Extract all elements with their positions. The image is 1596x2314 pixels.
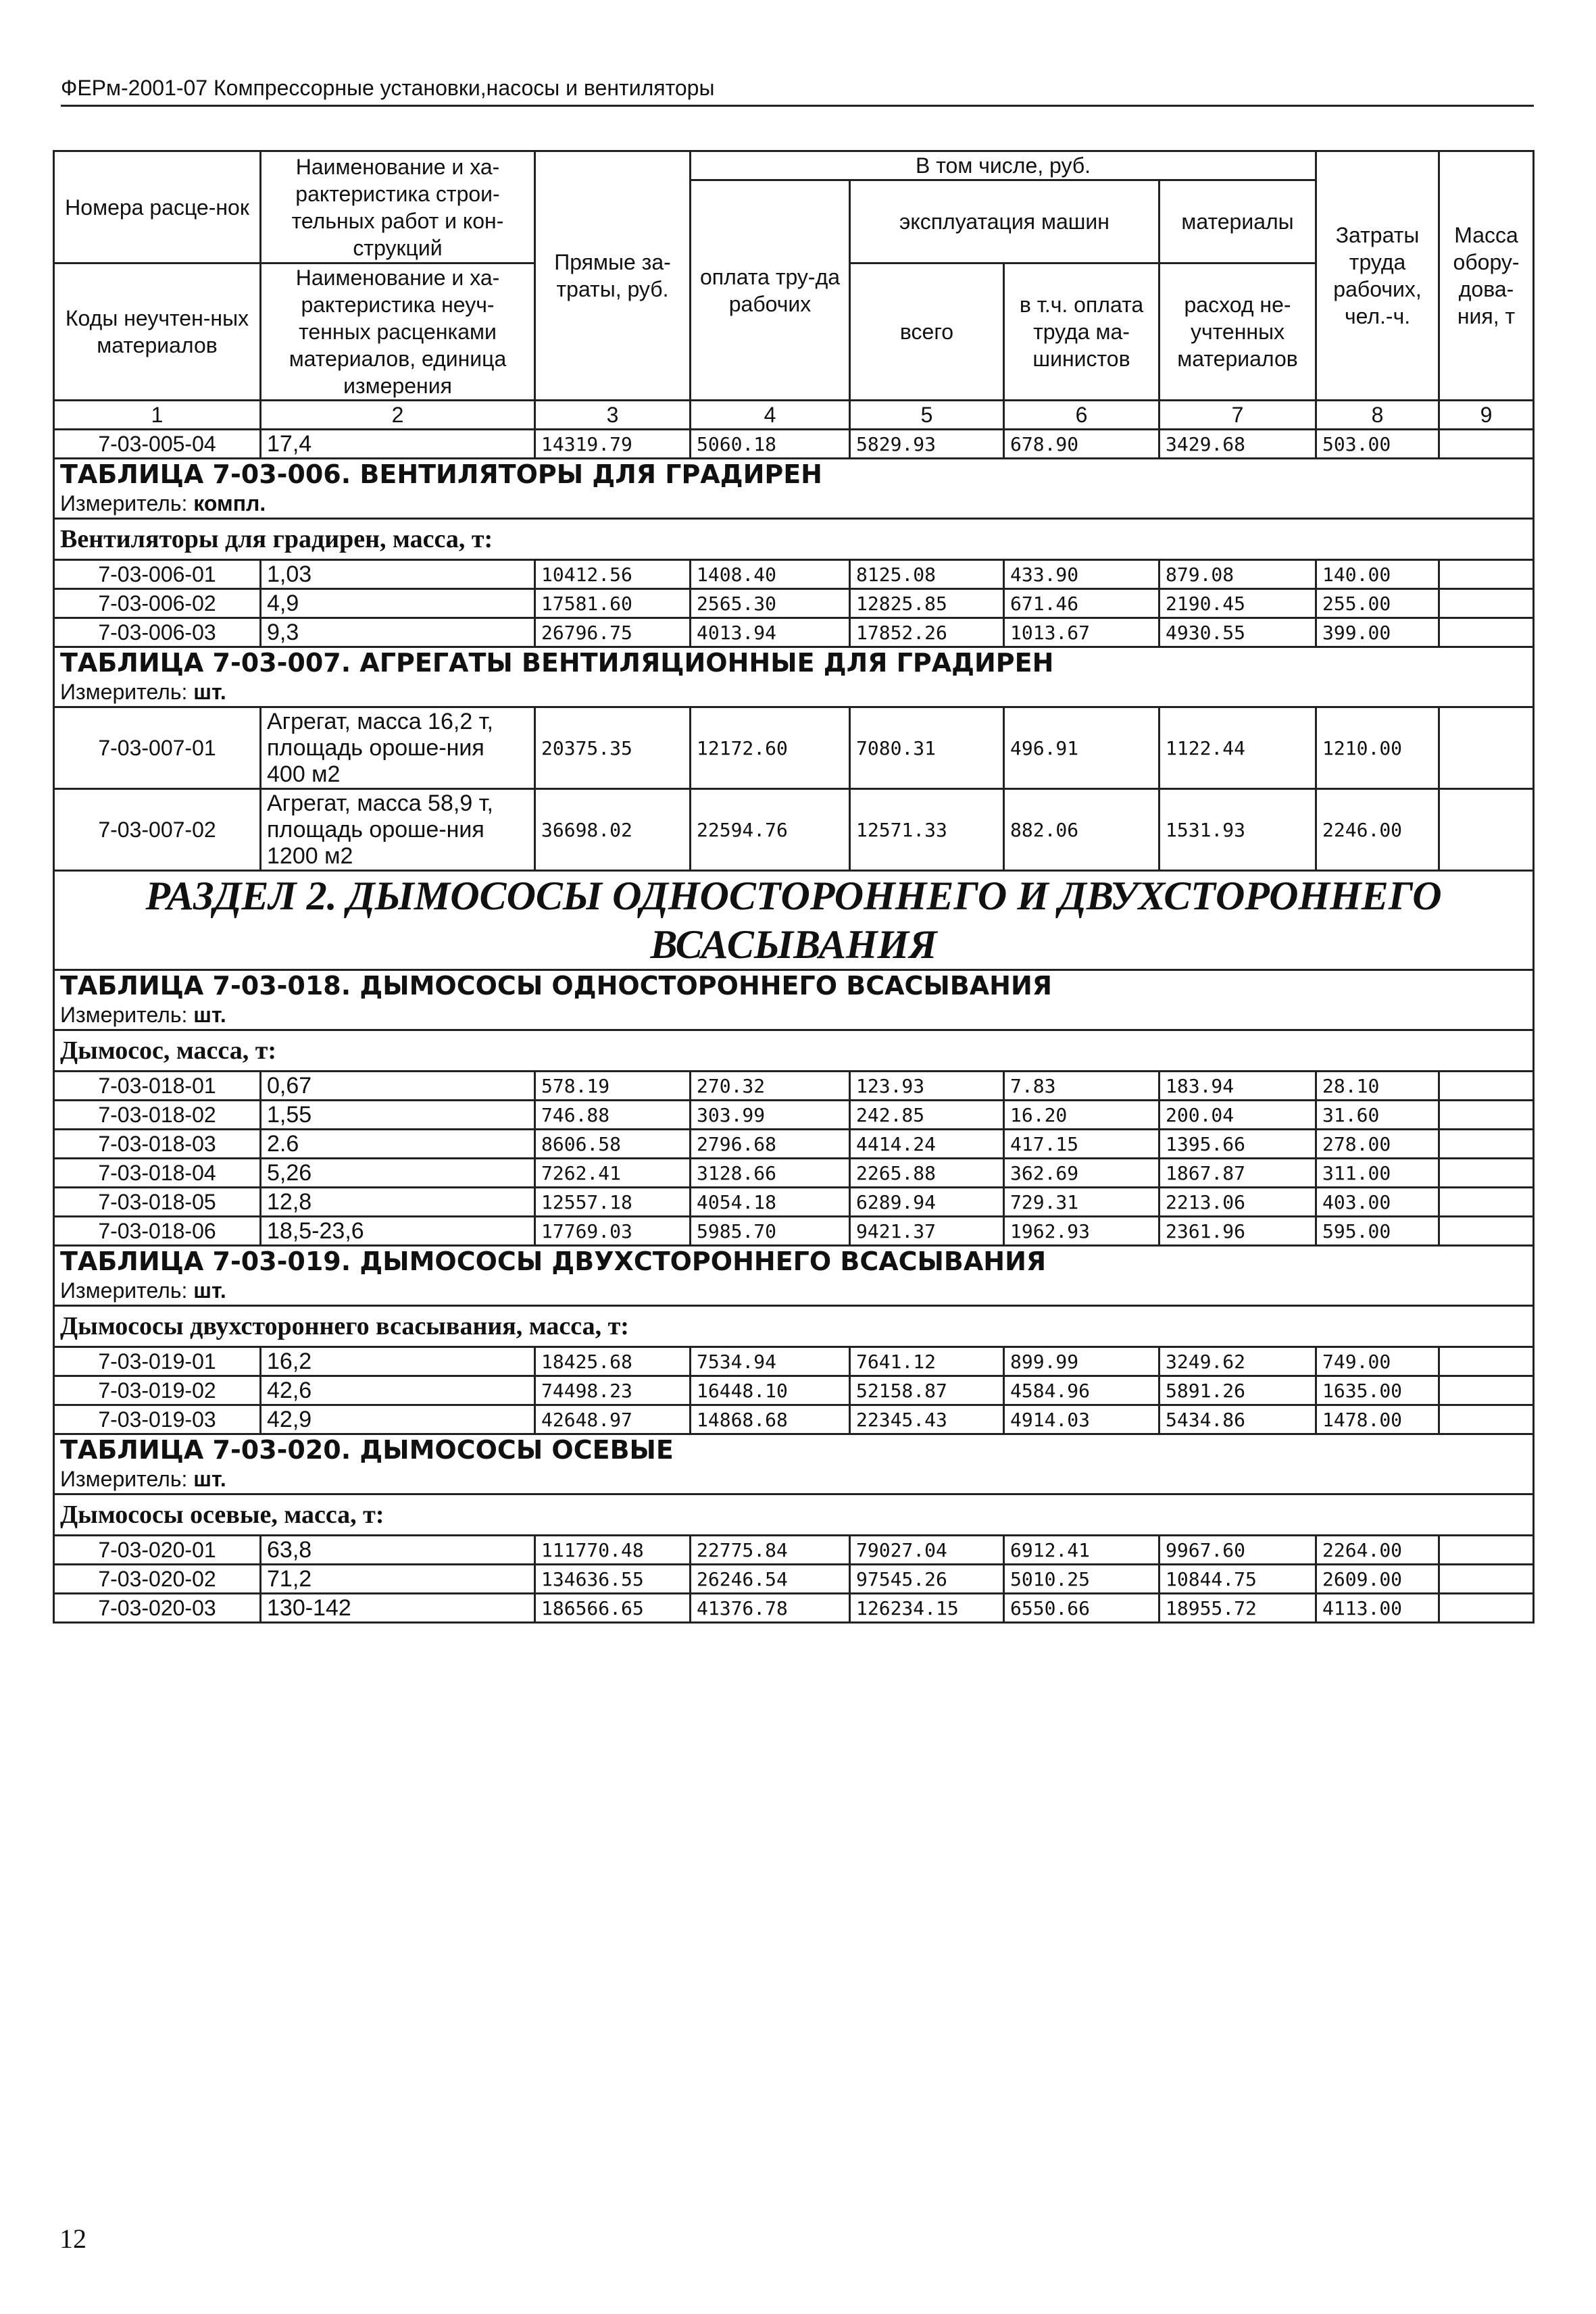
- direct-costs-cell: 42648.97: [535, 1405, 691, 1434]
- machinist-wages-cell: 496.91: [1004, 707, 1159, 789]
- rate-code: 7-03-006-03: [54, 618, 261, 647]
- mass-cell: [1439, 1159, 1534, 1188]
- rates-table: [53, 150, 1535, 1624]
- wages-cell: 303.99: [691, 1101, 850, 1130]
- table-row: [54, 589, 1534, 618]
- exploitation-cell: 9421.37: [850, 1217, 1004, 1246]
- direct-costs-cell: 578.19: [535, 1072, 691, 1101]
- unit-label: Измеритель:: [60, 491, 188, 515]
- exploitation-cell: 7080.31: [850, 707, 1004, 789]
- rate-code: 7-03-006-01: [54, 560, 261, 589]
- machinist-wages-cell: 729.31: [1004, 1188, 1159, 1217]
- table-title: ТАБЛИЦА 7-03-007. АГРЕГАТЫ ВЕНТИЛЯЦИОННЫЕ ДЛЯ ГРАДИРЕН: [54, 647, 1534, 678]
- mass-cell: [1439, 430, 1534, 459]
- group-heading: Дымососы двухстороннего всасывания, масса, т:: [54, 1306, 1534, 1347]
- rate-description: 4,9: [261, 589, 535, 618]
- table-row: [54, 707, 1534, 789]
- header-material-name: Наименование и ха-рактеристика неуч-тенных расценками материалов, единица измерения: [261, 263, 535, 401]
- labor-cell: 2264.00: [1316, 1536, 1439, 1565]
- table-row: [54, 1405, 1534, 1434]
- exploitation-cell: 12825.85: [850, 589, 1004, 618]
- table-title: ТАБЛИЦА 7-03-006. ВЕНТИЛЯТОРЫ ДЛЯ ГРАДИРЕН: [54, 459, 1534, 490]
- header-unaccounted-materials: расход не-учтенных материалов: [1159, 263, 1316, 401]
- table-row: [54, 1101, 1534, 1130]
- table-unit: [54, 1001, 1534, 1030]
- machinist-wages-cell: 899.99: [1004, 1347, 1159, 1376]
- rate-description: 42,9: [261, 1405, 535, 1434]
- direct-costs-cell: 74498.23: [535, 1376, 691, 1405]
- exploitation-cell: 52158.87: [850, 1376, 1004, 1405]
- table-row: [54, 1188, 1534, 1217]
- column-number: 5: [850, 401, 1004, 430]
- wages-cell: 22775.84: [691, 1536, 850, 1565]
- wages-cell: 14868.68: [691, 1405, 850, 1434]
- rate-code: 7-03-007-02: [54, 789, 261, 871]
- wages-cell: 3128.66: [691, 1159, 850, 1188]
- labor-cell: 2246.00: [1316, 789, 1439, 871]
- machinist-wages-cell: 1962.93: [1004, 1217, 1159, 1246]
- labor-cell: 311.00: [1316, 1159, 1439, 1188]
- direct-costs-cell: 12557.18: [535, 1188, 691, 1217]
- unit-value: шт.: [193, 1466, 226, 1491]
- machinist-wages-cell: 671.46: [1004, 589, 1159, 618]
- mass-cell: [1439, 1594, 1534, 1623]
- machinist-wages-cell: 1013.67: [1004, 618, 1159, 647]
- page-header: ФЕРм-2001-07 Компрессорные установки,насосы и вентиляторы: [61, 76, 1534, 107]
- table-row: [54, 1130, 1534, 1159]
- labor-cell: 749.00: [1316, 1347, 1439, 1376]
- rate-code: 7-03-006-02: [54, 589, 261, 618]
- column-numbers-row: [54, 401, 1534, 430]
- rate-description: 71,2: [261, 1565, 535, 1594]
- group-heading: Вентиляторы для градирен, масса, т:: [54, 519, 1534, 560]
- unit-label: Измеритель:: [60, 679, 188, 704]
- table-row: [54, 560, 1534, 589]
- table-unit: [54, 678, 1534, 707]
- exploitation-cell: 4414.24: [850, 1130, 1004, 1159]
- rate-code: 7-03-019-01: [54, 1347, 261, 1376]
- rate-description: 1,55: [261, 1101, 535, 1130]
- materials-cell: 1122.44: [1159, 707, 1316, 789]
- rate-code: 7-03-019-02: [54, 1376, 261, 1405]
- mass-cell: [1439, 789, 1534, 871]
- materials-cell: 200.04: [1159, 1101, 1316, 1130]
- exploitation-cell: 17852.26: [850, 618, 1004, 647]
- labor-cell: 403.00: [1316, 1188, 1439, 1217]
- direct-costs-cell: 134636.55: [535, 1565, 691, 1594]
- header-direct-costs: Прямые за-траты, руб.: [535, 151, 691, 401]
- direct-costs-cell: 111770.48: [535, 1536, 691, 1565]
- unit-value: шт.: [193, 1278, 226, 1303]
- materials-cell: 5434.86: [1159, 1405, 1316, 1434]
- table-unit: [54, 1465, 1534, 1494]
- rate-code: 7-03-020-03: [54, 1594, 261, 1623]
- direct-costs-cell: 186566.65: [535, 1594, 691, 1623]
- mass-cell: [1439, 1130, 1534, 1159]
- mass-cell: [1439, 1101, 1534, 1130]
- column-number: 2: [261, 401, 535, 430]
- wages-cell: 12172.60: [691, 707, 850, 789]
- rate-description: 130-142: [261, 1594, 535, 1623]
- header-including: В том числе, руб.: [691, 151, 1316, 180]
- mass-cell: [1439, 1347, 1534, 1376]
- wages-cell: 26246.54: [691, 1565, 850, 1594]
- materials-cell: 1395.66: [1159, 1130, 1316, 1159]
- column-number: 7: [1159, 401, 1316, 430]
- table-row: [54, 618, 1534, 647]
- materials-cell: 183.94: [1159, 1072, 1316, 1101]
- table-row: [54, 1159, 1534, 1188]
- exploitation-cell: 6289.94: [850, 1188, 1004, 1217]
- rate-description: Агрегат, масса 58,9 т, площадь ороше-ния 1200 м2: [261, 789, 535, 871]
- rate-code: 7-03-007-01: [54, 707, 261, 789]
- machinist-wages-cell: 362.69: [1004, 1159, 1159, 1188]
- table-row: [54, 1536, 1534, 1565]
- exploitation-cell: 2265.88: [850, 1159, 1004, 1188]
- header-exploitation-total: всего: [850, 263, 1004, 401]
- labor-cell: 595.00: [1316, 1217, 1439, 1246]
- table-row: [54, 1217, 1534, 1246]
- materials-cell: 879.08: [1159, 560, 1316, 589]
- wages-cell: 4013.94: [691, 618, 850, 647]
- rate-description: 16,2: [261, 1347, 535, 1376]
- header-rate-numbers: Номера расце-нок: [54, 151, 261, 263]
- table-row: [54, 1594, 1534, 1623]
- materials-cell: 1531.93: [1159, 789, 1316, 871]
- header-materials: материалы: [1159, 180, 1316, 263]
- wages-cell: 5985.70: [691, 1217, 850, 1246]
- exploitation-cell: 242.85: [850, 1101, 1004, 1130]
- direct-costs-cell: 26796.75: [535, 618, 691, 647]
- direct-costs-cell: 18425.68: [535, 1347, 691, 1376]
- materials-cell: 2361.96: [1159, 1217, 1316, 1246]
- labor-cell: 31.60: [1316, 1101, 1439, 1130]
- labor-cell: 1635.00: [1316, 1376, 1439, 1405]
- exploitation-cell: 79027.04: [850, 1536, 1004, 1565]
- machinist-wages-cell: 7.83: [1004, 1072, 1159, 1101]
- rate-code: 7-03-018-01: [54, 1072, 261, 1101]
- rate-code: 7-03-018-02: [54, 1101, 261, 1130]
- table-row: [54, 1376, 1534, 1405]
- direct-costs-cell: 8606.58: [535, 1130, 691, 1159]
- labor-cell: 4113.00: [1316, 1594, 1439, 1623]
- wages-cell: 7534.94: [691, 1347, 850, 1376]
- unit-value: шт.: [193, 679, 226, 704]
- column-number: 3: [535, 401, 691, 430]
- machinist-wages-cell: 4584.96: [1004, 1376, 1159, 1405]
- direct-costs-cell: 17581.60: [535, 589, 691, 618]
- mass-cell: [1439, 1536, 1534, 1565]
- materials-cell: 18955.72: [1159, 1594, 1316, 1623]
- materials-cell: 9967.60: [1159, 1536, 1316, 1565]
- exploitation-cell: 97545.26: [850, 1565, 1004, 1594]
- wages-cell: 270.32: [691, 1072, 850, 1101]
- machinist-wages-cell: 4914.03: [1004, 1405, 1159, 1434]
- materials-cell: 2190.45: [1159, 589, 1316, 618]
- column-number: 1: [54, 401, 261, 430]
- unit-value: компл.: [193, 491, 266, 515]
- table-title: ТАБЛИЦА 7-03-019. ДЫМОСОСЫ ДВУХСТОРОННЕГО ВСАСЫВАНИЯ: [54, 1246, 1534, 1277]
- labor-cell: 278.00: [1316, 1130, 1439, 1159]
- rate-description: Агрегат, масса 16,2 т, площадь ороше-ния 400 м2: [261, 707, 535, 789]
- materials-cell: 3249.62: [1159, 1347, 1316, 1376]
- unit-label: Измеритель:: [60, 1002, 188, 1027]
- header-equipment-mass: Масса обору-дова-ния, т: [1439, 151, 1534, 401]
- direct-costs-cell: 17769.03: [535, 1217, 691, 1246]
- exploitation-cell: 8125.08: [850, 560, 1004, 589]
- wages-cell: 41376.78: [691, 1594, 850, 1623]
- table-row: [54, 430, 1534, 459]
- rate-code: 7-03-005-04: [54, 430, 261, 459]
- machinist-wages-cell: 678.90: [1004, 430, 1159, 459]
- machinist-wages-cell: 6550.66: [1004, 1594, 1159, 1623]
- rate-code: 7-03-018-04: [54, 1159, 261, 1188]
- direct-costs-cell: 36698.02: [535, 789, 691, 871]
- exploitation-cell: 123.93: [850, 1072, 1004, 1101]
- mass-cell: [1439, 589, 1534, 618]
- materials-cell: 3429.68: [1159, 430, 1316, 459]
- exploitation-cell: 5829.93: [850, 430, 1004, 459]
- rate-code: 7-03-020-01: [54, 1536, 261, 1565]
- column-number: 4: [691, 401, 850, 430]
- wages-cell: 5060.18: [691, 430, 850, 459]
- materials-cell: 2213.06: [1159, 1188, 1316, 1217]
- mass-cell: [1439, 707, 1534, 789]
- mass-cell: [1439, 1405, 1534, 1434]
- header-labor-costs: Затраты труда рабочих, чел.-ч.: [1316, 151, 1439, 401]
- exploitation-cell: 22345.43: [850, 1405, 1004, 1434]
- labor-cell: 255.00: [1316, 589, 1439, 618]
- direct-costs-cell: 746.88: [535, 1101, 691, 1130]
- rate-description: 12,8: [261, 1188, 535, 1217]
- labor-cell: 28.10: [1316, 1072, 1439, 1101]
- table-title: ТАБЛИЦА 7-03-018. ДЫМОСОСЫ ОДНОСТОРОННЕГО ВСАСЫВАНИЯ: [54, 970, 1534, 1001]
- labor-cell: 2609.00: [1316, 1565, 1439, 1594]
- direct-costs-cell: 20375.35: [535, 707, 691, 789]
- rate-code: 7-03-019-03: [54, 1405, 261, 1434]
- machinist-wages-cell: 6912.41: [1004, 1536, 1159, 1565]
- labor-cell: 1210.00: [1316, 707, 1439, 789]
- group-heading: Дымосос, масса, т:: [54, 1030, 1534, 1072]
- rate-description: 42,6: [261, 1376, 535, 1405]
- labor-cell: 1478.00: [1316, 1405, 1439, 1434]
- header-machinist-wages: в т.ч. оплата труда ма-шинистов: [1004, 263, 1159, 401]
- machinist-wages-cell: 16.20: [1004, 1101, 1159, 1130]
- machinist-wages-cell: 433.90: [1004, 560, 1159, 589]
- mass-cell: [1439, 1188, 1534, 1217]
- rate-description: 9,3: [261, 618, 535, 647]
- section-heading: РАЗДЕЛ 2. ДЫМОСОСЫ ОДНОСТОРОННЕГО И ДВУХСТОРОННЕГО ВСАСЫВАНИЯ: [54, 871, 1534, 970]
- mass-cell: [1439, 1376, 1534, 1405]
- table-row: [54, 1072, 1534, 1101]
- header-wages: оплата тру-да рабочих: [691, 180, 850, 401]
- rate-code: 7-03-020-02: [54, 1565, 261, 1594]
- mass-cell: [1439, 1565, 1534, 1594]
- table-row: [54, 1347, 1534, 1376]
- direct-costs-cell: 7262.41: [535, 1159, 691, 1188]
- mass-cell: [1439, 618, 1534, 647]
- materials-cell: 10844.75: [1159, 1565, 1316, 1594]
- labor-cell: 399.00: [1316, 618, 1439, 647]
- wages-cell: 4054.18: [691, 1188, 850, 1217]
- labor-cell: 140.00: [1316, 560, 1439, 589]
- wages-cell: 2796.68: [691, 1130, 850, 1159]
- labor-cell: 503.00: [1316, 430, 1439, 459]
- machinist-wages-cell: 882.06: [1004, 789, 1159, 871]
- unit-label: Измеритель:: [60, 1466, 188, 1491]
- rate-description: 18,5-23,6: [261, 1217, 535, 1246]
- wages-cell: 22594.76: [691, 789, 850, 871]
- unit-label: Измеритель:: [60, 1278, 188, 1303]
- column-number: 9: [1439, 401, 1534, 430]
- direct-costs-cell: 10412.56: [535, 560, 691, 589]
- table-title: ТАБЛИЦА 7-03-020. ДЫМОСОСЫ ОСЕВЫЕ: [54, 1434, 1534, 1465]
- rate-description: 17,4: [261, 430, 535, 459]
- header-material-codes: Коды неучтен-ных материалов: [54, 263, 261, 401]
- header-machine-exploitation: эксплуатация машин: [850, 180, 1159, 263]
- exploitation-cell: 126234.15: [850, 1594, 1004, 1623]
- rate-description: 63,8: [261, 1536, 535, 1565]
- rate-description: 0,67: [261, 1072, 535, 1101]
- page-number: 12: [59, 2223, 86, 2254]
- exploitation-cell: 12571.33: [850, 789, 1004, 871]
- rate-code: 7-03-018-05: [54, 1188, 261, 1217]
- machinist-wages-cell: 5010.25: [1004, 1565, 1159, 1594]
- table-unit: [54, 1276, 1534, 1306]
- mass-cell: [1439, 560, 1534, 589]
- machinist-wages-cell: 417.15: [1004, 1130, 1159, 1159]
- table-row: [54, 1565, 1534, 1594]
- table-row: [54, 789, 1534, 871]
- wages-cell: 16448.10: [691, 1376, 850, 1405]
- wages-cell: 1408.40: [691, 560, 850, 589]
- exploitation-cell: 7641.12: [850, 1347, 1004, 1376]
- materials-cell: 5891.26: [1159, 1376, 1316, 1405]
- rate-code: 7-03-018-03: [54, 1130, 261, 1159]
- direct-costs-cell: 14319.79: [535, 430, 691, 459]
- group-heading: Дымососы осевые, масса, т:: [54, 1494, 1534, 1536]
- rate-description: 2.6: [261, 1130, 535, 1159]
- mass-cell: [1439, 1072, 1534, 1101]
- materials-cell: 4930.55: [1159, 618, 1316, 647]
- wages-cell: 2565.30: [691, 589, 850, 618]
- column-number: 8: [1316, 401, 1439, 430]
- materials-cell: 1867.87: [1159, 1159, 1316, 1188]
- mass-cell: [1439, 1217, 1534, 1246]
- header-work-name: Наименование и ха-рактеристика строи-тельных работ и кон-струкций: [261, 151, 535, 263]
- unit-value: шт.: [193, 1002, 226, 1027]
- table-unit: [54, 489, 1534, 519]
- rate-description: 5,26: [261, 1159, 535, 1188]
- column-number: 6: [1004, 401, 1159, 430]
- rate-code: 7-03-018-06: [54, 1217, 261, 1246]
- rate-description: 1,03: [261, 560, 535, 589]
